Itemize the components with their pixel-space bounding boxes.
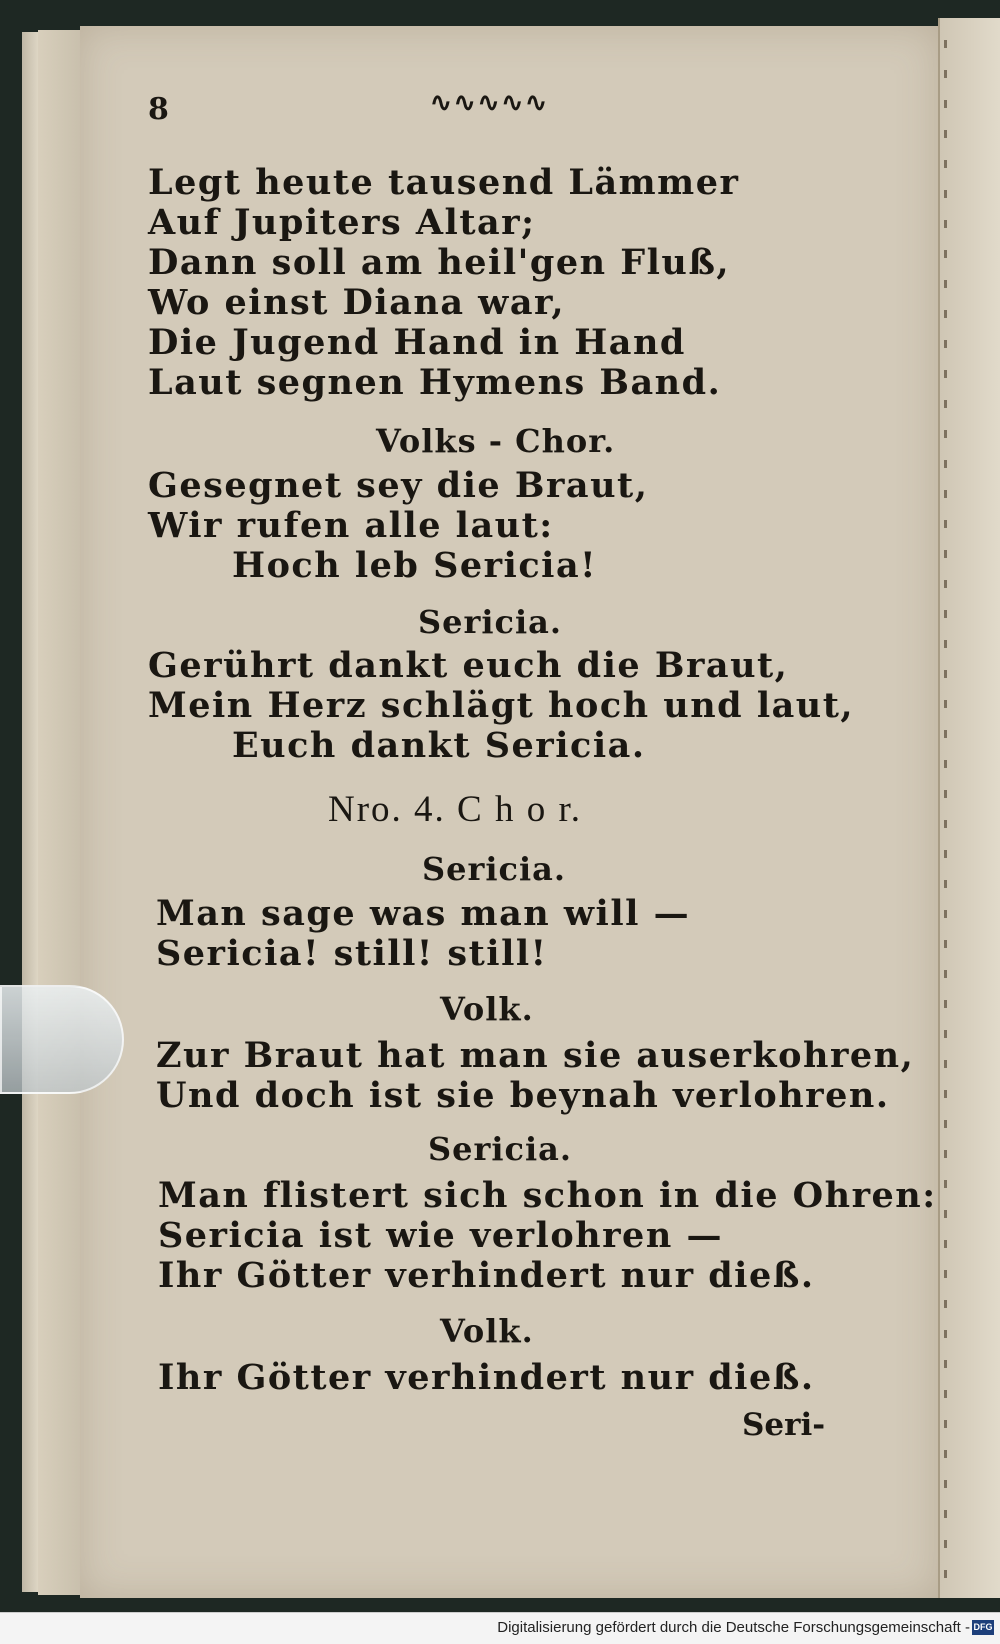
section-heading: Nro. 4. C h o r. — [328, 789, 582, 830]
verse-line: Zur Braut hat man sie auserkohren, — [156, 1035, 915, 1076]
verse-line: Legt heute tausend Lämmer — [148, 162, 740, 203]
book-edge — [22, 32, 38, 1592]
dfg-logo-icon: DFG — [972, 1620, 994, 1635]
funding-notice: Digitalisierung gefördert durch die Deutsche Forschungsgemeinschaft - — [497, 1619, 970, 1636]
speaker-heading: Sericia. — [422, 850, 566, 888]
verse-line: Laut segnen Hymens Band. — [148, 362, 722, 403]
verse-line: Man sage was man will — — [156, 893, 691, 934]
header-ornament: ∿∿∿∿∿ — [430, 88, 549, 118]
footer-bar — [0, 1612, 1000, 1644]
verse-line: Gerührt dankt euch die Braut, — [148, 645, 789, 686]
verse-line: Sericia ist wie verlohren — — [158, 1215, 723, 1256]
verse-line: Ihr Götter verhindert nur dieß. — [158, 1357, 815, 1398]
page-number: 8 — [148, 92, 169, 127]
speaker-heading: Volk. — [440, 990, 534, 1028]
speaker-heading: Sericia. — [418, 603, 562, 641]
catchword: Seri- — [742, 1407, 826, 1443]
speaker-heading: Volks - Chor. — [376, 422, 616, 460]
verse-line: Mein Herz schlägt hoch und laut, — [148, 685, 855, 726]
book-cover-edge — [38, 30, 82, 1595]
verse-line: Dann soll am heil'gen Fluß, — [148, 242, 731, 283]
verse-line: Wir rufen alle laut: — [148, 505, 554, 546]
verse-line: Hoch leb Sericia! — [232, 545, 598, 586]
verse-line: Ihr Götter verhindert nur dieß. — [158, 1255, 815, 1296]
page-clip — [0, 985, 124, 1094]
binding-stitch — [944, 40, 947, 1580]
facing-page-edge — [938, 18, 1000, 1598]
verse-line: Euch dankt Sericia. — [232, 725, 646, 766]
verse-line: Sericia! still! still! — [156, 933, 548, 974]
speaker-heading: Volk. — [440, 1312, 534, 1350]
verse-line: Wo einst Diana war, — [148, 282, 566, 323]
speaker-heading: Sericia. — [428, 1130, 572, 1168]
verse-line: Die Jugend Hand in Hand — [148, 322, 686, 363]
verse-line: Man flistert sich schon in die Ohren: — [158, 1175, 937, 1216]
verse-line: Gesegnet sey die Braut, — [148, 465, 649, 506]
verse-line: Und doch ist sie beynah verlohren. — [156, 1075, 890, 1116]
verse-line: Auf Jupiters Altar; — [148, 202, 536, 243]
